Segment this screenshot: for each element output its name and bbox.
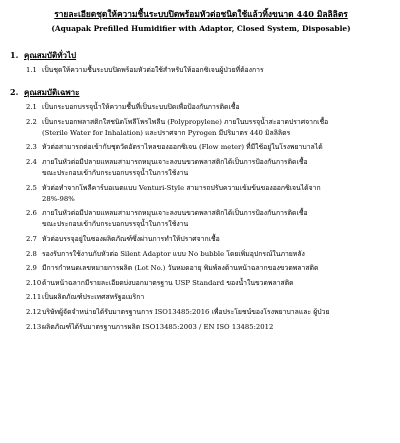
- item-text: [42, 322, 392, 333]
- section-heading: [10, 87, 392, 98]
- list-item: [10, 234, 392, 245]
- section-heading: [10, 50, 392, 61]
- item-text: [42, 307, 392, 318]
- item-line: 28%-98%: [42, 194, 75, 203]
- item-line: รองรับการใช้งานกับหัวต่อ Silent Adaptor แบบ No bubble โดยเพิ่มอุปกรณ์ในภายหลัง: [42, 249, 305, 258]
- item-line: ผลิตภัณฑ์ได้รับมาตรฐานการผลิต ISO13485:2003 / EN ISO 13485:2012: [42, 322, 274, 331]
- list-item: [10, 307, 392, 318]
- item-line: เป็นชุดให้ความชื้นระบบปิดพร้อมหัวต่อใช้สำหรับให้ออกซิเจนผู้ป่วยที่ต้องการ: [42, 66, 264, 74]
- section-title: คุณสมบัติเฉพาะ: [24, 87, 80, 98]
- item-number: 2.6: [26, 209, 37, 218]
- item-text: [42, 278, 392, 289]
- list-item: [10, 183, 392, 205]
- item-number: 2.3: [26, 143, 37, 152]
- document-title: รายละเอียดชุดให้ความชื้นระบบปิดพร้อมหัวต่อชนิดใช้แล้วทิ้งขนาด 440 มิลลิลิตร: [54, 9, 348, 19]
- item-line: มีการกำหนดเลขหมายการผลิต (Lot No.) วันหมดอายุ พิมพ์ลงด้านหน้าฉลากของขวดพลาสติด: [42, 264, 319, 273]
- section-general: [10, 50, 392, 76]
- item-line: บริษัทผู้จัดจำหน่ายได้รับมาตรฐานการ ISO13485:2016 เพื่อประโยชน์ของโรงพยาบาลและ ผู้ป่วย: [42, 308, 330, 316]
- list-item: [10, 65, 392, 76]
- list-item: [10, 208, 392, 230]
- item-number: 2.13: [26, 322, 42, 331]
- item-number: 2.10: [26, 278, 42, 287]
- item-number: 1.1: [26, 66, 37, 74]
- item-line: ด้านหน้าฉลากมีรายละเอียดบ่งบอกมาตรฐาน USP Standard ของน้ำในขวดพลาสติด: [42, 278, 294, 287]
- item-text: [42, 183, 392, 205]
- list-item: [10, 278, 392, 289]
- item-number: 2.12: [26, 308, 42, 316]
- section-items: [10, 65, 392, 76]
- item-text: [42, 65, 392, 76]
- item-number: 2.9: [26, 264, 37, 273]
- item-line: เป็นกระบอกพลาสติกใสชนิดโพลีโพรไพลีน (Polypropylene) ภายในบรรจุน้ำสะอาดปราศจากเชื้อ: [42, 117, 329, 126]
- item-text: [42, 208, 392, 230]
- item-number: 2.5: [26, 183, 37, 192]
- item-text: [42, 292, 392, 303]
- section-specific: [10, 87, 392, 333]
- item-line: เป็นกระบอกบรรจุน้ำให้ความชื้นที่เป็นระบบปิดเพื่อป้องกันการติดเชื้อ: [42, 103, 240, 112]
- list-item: [10, 292, 392, 303]
- item-text: [42, 234, 392, 245]
- item-line: ขณะประกอบเข้ากับกระบอกบรรจุน้ำในการใช้งาน: [42, 220, 189, 229]
- list-item: [10, 142, 392, 153]
- section-title: คุณสมบัติทั่วไป: [24, 50, 77, 60]
- item-text: [42, 249, 392, 260]
- item-text: [42, 142, 392, 153]
- item-line: หัวต่อสามารถต่อเข้ากับชุดวัดอัตราไหลของออกซิเจน (Flow meter) ที่มีใช้อยู่ในโรงพยาบาลได้: [42, 143, 323, 152]
- section-number: 2.: [10, 87, 19, 98]
- list-item: [10, 157, 392, 179]
- item-number: 2.8: [26, 249, 37, 258]
- section-items: [10, 102, 392, 333]
- item-line: (Sterile Water for Inhalation) และปราศจาก Pyrogen มีปริมาตร 440 มิลลิลิตร: [42, 128, 291, 137]
- item-line: หัวต่อทำจากโพลีคาร์บอเนตแบบ Venturi-Style สามารถปรับความเข้มข้นของออกซิเจนได้จาก: [42, 183, 321, 192]
- item-line: ขณะประกอบเข้ากับกระบอกบรรจุน้ำในการใช้งาน: [42, 169, 189, 178]
- item-number: 2.7: [26, 235, 37, 244]
- list-item: [10, 249, 392, 260]
- item-line: ภายในหัวต่อมีปลายแหลมสามารถหมุนเจาะลงบนขวดพลาสติกได้เป็นการป้องกันการติดเชื้อ: [42, 209, 308, 218]
- item-number: 2.4: [26, 157, 37, 166]
- item-number: 2.11: [26, 293, 42, 302]
- item-text: [42, 102, 392, 113]
- item-line: ภายในหัวต่อมีปลายแหลมสามารถหมุนเจาะลงบนขวดพลาสติกได้เป็นการป้องกันการติดเชื้อ: [42, 157, 308, 166]
- item-line: เป็นผลิตภัณฑ์ประเทศสหรัฐอเมริกา: [42, 293, 145, 302]
- section-number: 1.: [10, 50, 19, 60]
- list-item: [10, 263, 392, 274]
- item-line: หัวต่อบรรจุอยู่ในซองผลิตภัณฑ์ซึ่งผ่านการทำให้ปราศจากเชื้อ: [42, 235, 220, 244]
- document-subtitle: (Aquapak Prefilled Humidifier with Adaptor, Closed System, Disposable): [51, 24, 351, 33]
- item-text: [42, 263, 392, 274]
- item-text: [42, 117, 392, 139]
- item-text: [42, 157, 392, 179]
- list-item: [10, 102, 392, 113]
- list-item: [10, 117, 392, 139]
- item-number: 2.2: [26, 117, 37, 126]
- item-number: 2.1: [26, 103, 37, 112]
- list-item: [10, 322, 392, 333]
